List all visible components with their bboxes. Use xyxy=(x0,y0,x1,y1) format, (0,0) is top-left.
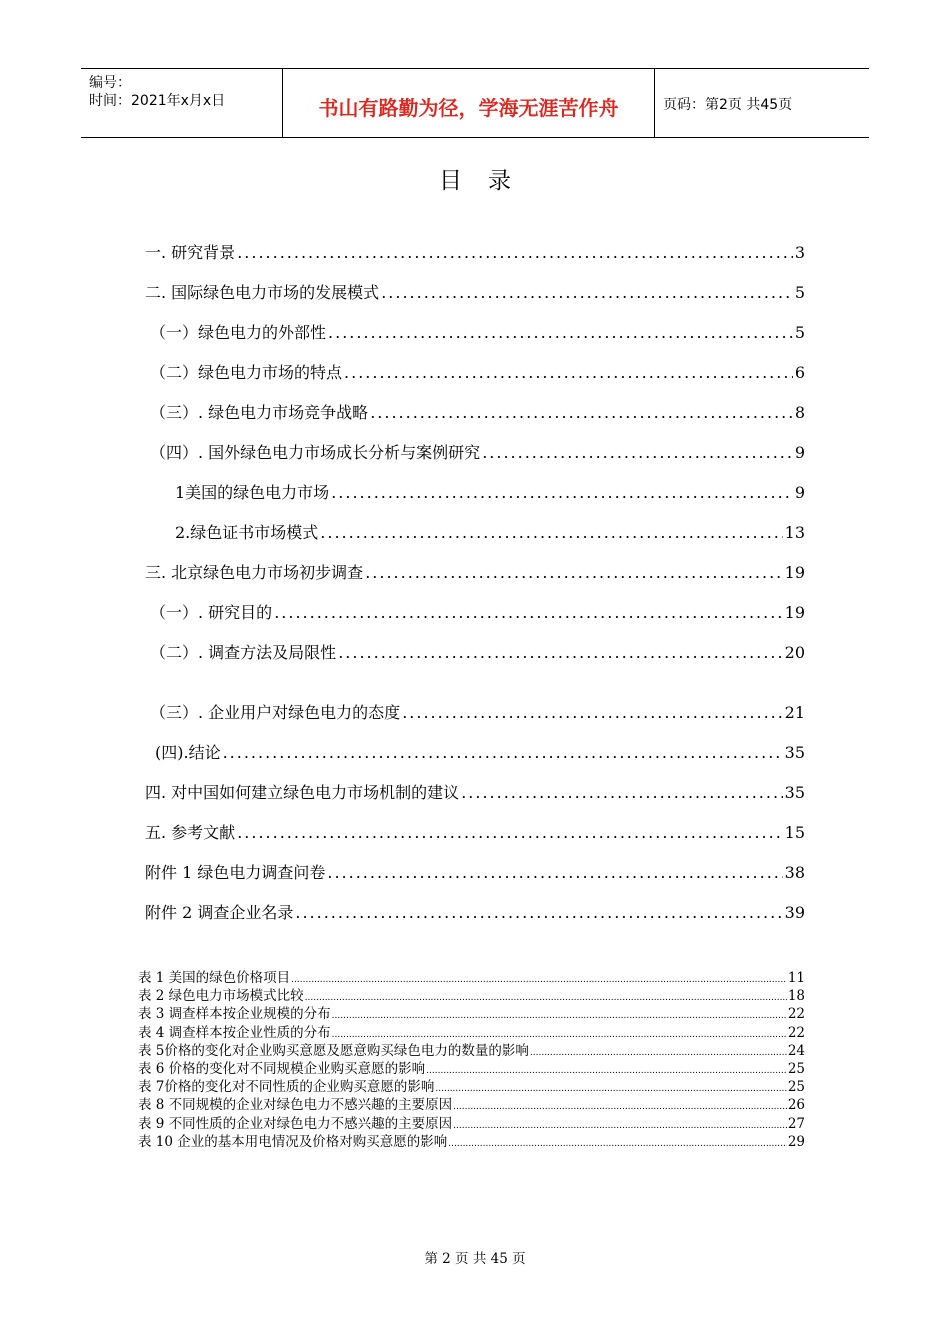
table-list-page: 27 xyxy=(787,1115,805,1132)
toc-entry-label: 五. 参考文献 xyxy=(145,823,236,842)
table-list-page: 25 xyxy=(787,1061,805,1077)
page-footer: 第 2 页 共 45 页 xyxy=(424,1251,526,1267)
toc-entry[interactable] xyxy=(145,900,805,924)
header-meta-cell xyxy=(81,69,283,137)
toc-entry[interactable] xyxy=(175,480,805,504)
toc-entry-page: 20 xyxy=(784,643,805,662)
toc-entry[interactable] xyxy=(175,520,805,544)
toc-entry-page: 19 xyxy=(784,603,805,622)
toc-entry-label: 四. 对中国如何建立绿色电力市场机制的建议 xyxy=(145,783,460,802)
table-list-page: 11 xyxy=(787,970,805,986)
dot-leader xyxy=(237,823,782,842)
toc-entry-page: 35 xyxy=(784,783,805,802)
toc-entry[interactable] xyxy=(150,440,805,464)
toc-entry-page: 8 xyxy=(794,403,805,422)
header-motto: 书山有路勤为径，学海无涯苦作舟 xyxy=(318,96,619,120)
header-motto-cell xyxy=(283,69,655,137)
page-header xyxy=(81,68,869,138)
dot-leader xyxy=(344,363,793,382)
table-list-label: 表 5价格的变化对企业购买意愿及愿意购买绿色电力的数量的影响 xyxy=(138,1042,529,1059)
dot-leader xyxy=(295,903,782,922)
toc-entry-page: 6 xyxy=(794,363,805,382)
dot-leader xyxy=(328,323,793,342)
table-list-entry[interactable] xyxy=(138,1112,805,1130)
toc-entry[interactable] xyxy=(145,820,805,844)
toc-entry-label: (四).结论 xyxy=(155,743,221,762)
table-list-entry[interactable] xyxy=(138,1021,805,1039)
table-list-page: 25 xyxy=(787,1079,805,1096)
toc-entry-page: 13 xyxy=(784,523,805,542)
table-list-label: 表 10 企业的基本用电情况及价格对购买意愿的影响 xyxy=(138,1133,448,1150)
dot-leader xyxy=(402,703,782,722)
toc-entry-page: 19 xyxy=(784,563,805,582)
table-list-label: 表 7价格的变化对不同性质的企业购买意愿的影响 xyxy=(138,1079,435,1096)
dot-leader xyxy=(237,243,793,262)
toc-entry[interactable] xyxy=(150,400,805,424)
header-page-cell xyxy=(655,69,869,137)
table-list-entry[interactable] xyxy=(138,1075,805,1096)
dot-leader xyxy=(370,403,793,422)
toc-entry[interactable] xyxy=(150,320,805,344)
toc-entry[interactable] xyxy=(145,780,805,804)
toc-entry-label: 附件 1 绿色电力调查问卷 xyxy=(145,863,326,882)
toc-entry-label: （二）绿色电力市场的特点 xyxy=(150,363,343,382)
table-list-entry[interactable] xyxy=(138,984,805,1005)
dot-leader xyxy=(448,1139,787,1149)
toc-entry-page: 35 xyxy=(784,743,805,762)
dot-leader xyxy=(482,443,793,462)
table-list-entry[interactable] xyxy=(138,1002,805,1023)
toc-entry-label: 二. 国际绿色电力市场的发展模式 xyxy=(145,283,380,302)
toc-entry-label: （二）. 调查方法及局限性 xyxy=(150,643,337,662)
table-list-page: 26 xyxy=(787,1097,805,1114)
toc-entry-page: 9 xyxy=(794,443,805,462)
toc-entry[interactable] xyxy=(150,640,805,664)
table-list-page: 18 xyxy=(787,988,805,1005)
table-list-entry[interactable] xyxy=(138,966,805,984)
table-list-page: 24 xyxy=(787,1042,805,1059)
dot-leader xyxy=(320,523,782,542)
toc-entry-label: 附件 2 调查企业名录 xyxy=(145,903,294,922)
table-list-label: 表 4 调查样本按企业性质的分布 xyxy=(138,1024,331,1041)
toc-entry[interactable] xyxy=(150,600,805,624)
toc-entry-page: 9 xyxy=(794,483,805,502)
toc-entry-page: 15 xyxy=(784,823,805,842)
dot-leader xyxy=(365,563,782,582)
toc-entry-label: （三）. 绿色电力市场竞争战略 xyxy=(150,403,369,422)
toc-entry[interactable] xyxy=(145,240,805,264)
toc-entry-label: （一）. 研究目的 xyxy=(150,603,273,622)
table-list-entry[interactable] xyxy=(138,1093,805,1114)
dot-leader xyxy=(274,603,782,622)
toc-entry-label: 一. 研究背景 xyxy=(145,243,236,262)
toc-entry-page: 39 xyxy=(784,903,805,922)
dot-leader xyxy=(381,283,793,302)
toc-entry-label: 1美国的绿色电力市场 xyxy=(175,483,330,502)
table-list-entry[interactable] xyxy=(138,1057,805,1075)
toc-entry-label: （三）. 企业用户对绿色电力的态度 xyxy=(150,703,401,722)
table-list-label: 表 8 不同规模的企业对绿色电力不感兴趣的主要原因 xyxy=(138,1097,453,1114)
toc-entry-page: 5 xyxy=(794,323,805,342)
dot-leader xyxy=(331,483,793,502)
table-list-label: 表 9 不同性质的企业对绿色电力不感兴趣的主要原因 xyxy=(138,1115,453,1132)
toc-entry-page: 21 xyxy=(784,703,805,722)
table-list-label: 表 2 绿色电力市场模式比较 xyxy=(138,988,304,1005)
toc-entry[interactable] xyxy=(150,360,805,384)
toc-entry-page: 5 xyxy=(794,283,805,302)
table-list-page: 29 xyxy=(787,1133,805,1150)
table-list-page: 22 xyxy=(787,1006,805,1023)
toc-entry-label: （四）. 国外绿色电力市场成长分析与案例研究 xyxy=(150,443,481,462)
dot-leader xyxy=(338,643,782,662)
document-number: 编号： xyxy=(89,75,131,91)
dot-leader xyxy=(223,743,783,762)
table-list-label: 表 1 美国的绿色价格项目 xyxy=(138,970,291,986)
dot-leader xyxy=(327,863,782,882)
toc-entry[interactable] xyxy=(150,700,805,724)
toc-entry-label: 三. 北京绿色电力市场初步调查 xyxy=(145,563,364,582)
dot-leader xyxy=(461,783,782,802)
toc-entry[interactable] xyxy=(145,560,805,584)
toc-entry[interactable] xyxy=(155,740,805,764)
table-list-entry[interactable] xyxy=(138,1039,805,1057)
table-list-label: 表 3 调查样本按企业规模的分布 xyxy=(138,1006,331,1023)
table-list-page: 22 xyxy=(787,1024,805,1041)
document-date: 时间：2021年x月x日 xyxy=(89,93,226,109)
toc-entry[interactable] xyxy=(145,860,805,884)
toc-entry-label: （一）绿色电力的外部性 xyxy=(150,323,327,342)
header-page-info: 页码：第2页 共45页 xyxy=(663,97,793,113)
toc-title: 目录 xyxy=(439,168,537,194)
toc-entry-page: 3 xyxy=(794,243,805,262)
toc-entry-page: 38 xyxy=(784,863,805,882)
table-list-entry[interactable] xyxy=(138,1130,805,1148)
toc-entry[interactable] xyxy=(145,280,805,304)
toc-entry-label: 2.绿色证书市场模式 xyxy=(175,523,319,542)
table-list-label: 表 6 价格的变化对不同规模企业购买意愿的影响 xyxy=(138,1061,426,1077)
